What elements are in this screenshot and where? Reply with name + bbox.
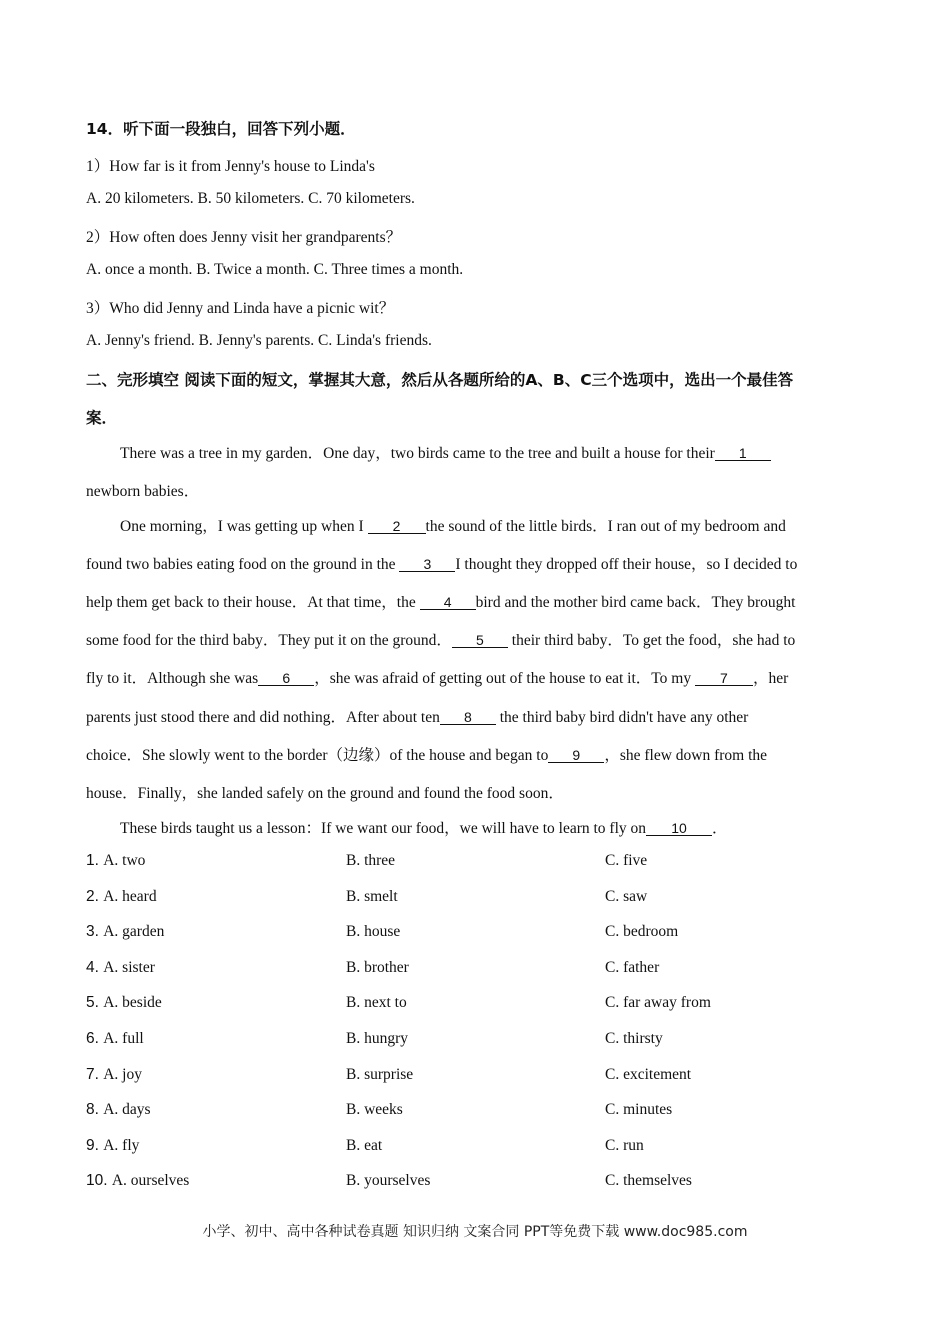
option-c: C. themselves: [605, 1172, 692, 1189]
option-number: 2.: [86, 888, 104, 905]
listening-question-3-options: A. Jenny's friend. B. Jenny's parents. C. Linda's friends.: [86, 332, 432, 349]
question-14-heading: 14．听下面一段独白，回答下列小题．: [86, 120, 356, 138]
option-c: C. thirsty: [605, 1030, 663, 1047]
passage-text: fly to it．Although she was: [86, 670, 259, 687]
option-a: [86, 1101, 151, 1119]
passage-line-8: [86, 705, 748, 727]
option-b: B. surprise: [346, 1066, 414, 1083]
option-a: [86, 1137, 139, 1155]
option-b: B. brother: [346, 959, 409, 976]
passage-line-6: [86, 628, 795, 650]
listening-question-1: 1）How far is it from Jenny's house to Linda's: [86, 158, 375, 175]
option-a: [86, 923, 164, 941]
passage-text: ，she flew down from the: [604, 747, 768, 764]
blank-8: 8: [440, 710, 496, 725]
passage-text: help them get back to their house．At that time，the: [86, 594, 420, 611]
blank-4: 4: [420, 595, 476, 610]
listening-question-2-options: A. once a month. B. Twice a month. C. Three times a month.: [86, 261, 464, 278]
option-number: 3.: [86, 923, 104, 940]
passage-text: some food for the third baby．They put it on the ground．: [86, 632, 452, 649]
option-number: 4.: [86, 959, 104, 976]
option-b: B. smelt: [346, 888, 398, 905]
option-number: 10.: [86, 1172, 112, 1189]
passage-line-4: [86, 552, 797, 574]
option-b: B. hungry: [346, 1030, 408, 1047]
option-c: C. run: [605, 1137, 644, 1154]
passage-text: parents just stood there and did nothing．After about ten: [86, 709, 440, 726]
passage-text: ，she was afraid of getting out of the house to eat it．To my: [314, 670, 695, 687]
listening-question-2: 2）How often does Jenny visit her grandparents？: [86, 229, 402, 246]
option-a-text: A. sister: [103, 959, 155, 976]
option-a-text: A. beside: [103, 994, 162, 1011]
blank-6: 6: [258, 671, 314, 686]
option-c: C. minutes: [605, 1101, 673, 1118]
passage-text: the third baby bird didn't have any other: [495, 709, 749, 726]
passage-text: ，her: [752, 670, 789, 687]
cloze-section-heading-cont: 案．: [86, 409, 118, 427]
blank-5: 5: [452, 633, 508, 648]
option-number: 1.: [86, 852, 104, 869]
option-c: C. father: [605, 959, 660, 976]
cloze-section-heading: 二、完形填空 阅读下面的短文，掌握其大意，然后从各题所给的A、B、C三个选项中，选出一个最佳答: [86, 371, 794, 389]
passage-text: One morning，I was getting up when I: [120, 518, 368, 535]
listening-question-3: 3）Who did Jenny and Linda have a picnic wit？: [86, 300, 395, 317]
option-a-text: A. two: [103, 852, 146, 869]
page-footer: 小学、初中、高中各种试卷真题 知识归纳 文案合同 PPT等免费下载 www.doc985.com: [202, 1224, 748, 1240]
passage-text: choice．She slowly went to the border（边缘）of the house and began to: [86, 747, 549, 764]
passage-text: the sound of the little birds．I ran out of my bedroom and: [425, 518, 786, 535]
option-a-text: A. full: [103, 1030, 144, 1047]
option-a: [86, 994, 162, 1012]
option-b: B. house: [346, 923, 401, 940]
option-number: 5.: [86, 994, 104, 1011]
blank-2: 2: [368, 519, 426, 534]
option-c: C. saw: [605, 888, 648, 905]
passage-text: I thought they dropped off their house，so I decided to: [455, 556, 798, 573]
blank-7: 7: [695, 671, 753, 686]
option-a: [86, 1172, 189, 1190]
option-a-text: A. joy: [103, 1066, 142, 1083]
passage-text: These birds taught us a lesson：If we want our food，we will have to learn to fly on: [120, 820, 647, 837]
passage-text: ．: [712, 820, 728, 837]
option-a-text: A. days: [103, 1101, 151, 1118]
option-b: B. next to: [346, 994, 407, 1011]
option-a-text: A. heard: [103, 888, 157, 905]
option-c: C. bedroom: [605, 923, 679, 940]
option-c: C. far away from: [605, 994, 711, 1011]
option-number: 9.: [86, 1137, 104, 1154]
listening-question-1-options: A. 20 kilometers. B. 50 kilometers. C. 70 kilometers.: [86, 190, 415, 207]
option-b: B. eat: [346, 1137, 383, 1154]
blank-10: 10: [646, 821, 712, 836]
option-a: [86, 1066, 142, 1084]
passage-text: their third baby．To get the food，she had to: [507, 632, 796, 649]
option-a-text: A. fly: [103, 1137, 140, 1154]
option-b: B. three: [346, 852, 396, 869]
passage-line-10: house．Finally，she landed safely on the ground and found the food soon．: [86, 785, 564, 802]
passage-text: There was a tree in my garden．One day，two birds came to the tree and built a house for their: [120, 445, 715, 462]
option-a-text: A. garden: [103, 923, 165, 940]
option-number: 7.: [86, 1066, 104, 1083]
option-a: [86, 1030, 144, 1048]
option-a: [86, 888, 157, 906]
passage-line-7: [86, 666, 788, 688]
passage-line-2: newborn babies．: [86, 483, 200, 500]
passage-line-5: [86, 590, 795, 612]
option-c: C. five: [605, 852, 648, 869]
passage-line-11: [120, 816, 728, 838]
passage-line-1: [120, 441, 771, 463]
blank-9: 9: [548, 748, 604, 763]
blank-3: 3: [399, 557, 455, 572]
option-b: B. weeks: [346, 1101, 403, 1118]
blank-1: 1: [715, 446, 771, 461]
passage-text: bird and the mother bird came back．They brought: [475, 594, 796, 611]
option-a: [86, 959, 155, 977]
option-number: 8.: [86, 1101, 104, 1118]
option-a: [86, 852, 145, 870]
option-number: 6.: [86, 1030, 104, 1047]
passage-line-3: [120, 514, 786, 536]
option-b: B. yourselves: [346, 1172, 431, 1189]
option-c: C. excitement: [605, 1066, 692, 1083]
passage-text: found two babies eating food on the ground in the: [86, 556, 400, 573]
option-a-text: A. ourselves: [111, 1172, 190, 1189]
passage-line-9: [86, 743, 767, 765]
